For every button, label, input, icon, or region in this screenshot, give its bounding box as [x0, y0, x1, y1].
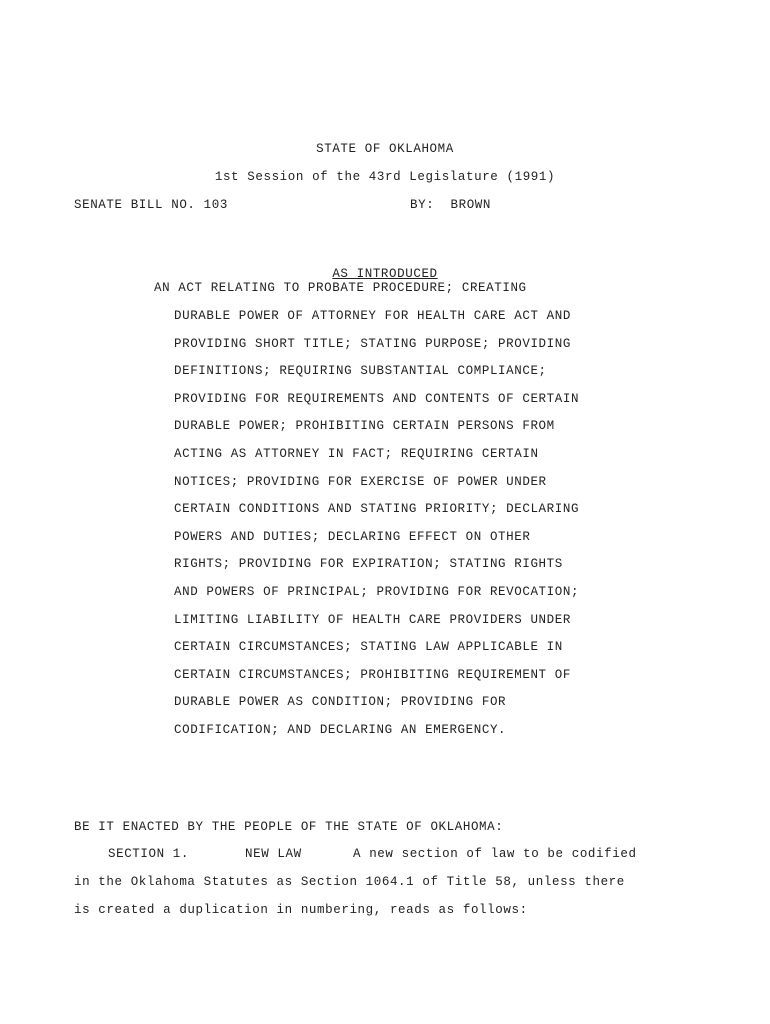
title-line: DURABLE POWER; PROHIBITING CERTAIN PERSONS FROM — [174, 419, 555, 433]
title-line: CERTAIN CIRCUMSTANCES; STATING LAW APPLICABLE IN — [174, 640, 563, 654]
title-line: RIGHTS; PROVIDING FOR EXPIRATION; STATING RIGHTS — [174, 557, 563, 571]
bill-number: SENATE BILL NO. 103 — [74, 198, 228, 212]
state-heading: STATE OF OKLAHOMA — [316, 142, 454, 156]
title-line: NOTICES; PROVIDING FOR EXERCISE OF POWER UNDER — [174, 475, 547, 489]
title-line: DURABLE POWER OF ATTORNEY FOR HEALTH CARE ACT AND — [174, 309, 571, 323]
session-heading: 1st Session of the 43rd Legislature (1991) — [214, 170, 556, 184]
title-line: POWERS AND DUTIES; DECLARING EFFECT ON OTHER — [174, 530, 531, 544]
section-tag: NEW LAW — [245, 847, 302, 861]
section-lead-text: A new section of law to be codified — [353, 847, 637, 861]
title-line: ACTING AS ATTORNEY IN FACT; REQUIRING CERTAIN — [174, 447, 539, 461]
title-line: CERTAIN CIRCUMSTANCES; PROHIBITING REQUIREMENT OF — [174, 668, 571, 682]
title-line: PROVIDING SHORT TITLE; STATING PURPOSE; PROVIDING — [174, 337, 571, 351]
bill-author: BY: BROWN — [410, 198, 492, 212]
title-line: CODIFICATION; AND DECLARING AN EMERGENCY. — [174, 723, 507, 737]
title-line: LIMITING LIABILITY OF HEALTH CARE PROVIDERS UNDER — [174, 613, 571, 627]
title-line: AND POWERS OF PRINCIPAL; PROVIDING FOR REVOCATION; — [174, 585, 580, 599]
section-text-line: is created a duplication in numbering, reads as follows: — [74, 903, 528, 917]
title-line: DEFINITIONS; REQUIRING SUBSTANTIAL COMPLIANCE; — [174, 364, 547, 378]
bill-status: AS INTRODUCED — [332, 267, 438, 281]
title-line: PROVIDING FOR REQUIREMENTS AND CONTENTS OF CERTAIN — [174, 392, 580, 406]
enacting-clause: BE IT ENACTED BY THE PEOPLE OF THE STATE OF OKLAHOMA: — [74, 820, 504, 834]
title-first-line: AN ACT RELATING TO PROBATE PROCEDURE; CREATING — [154, 281, 527, 295]
section-text-line: in the Oklahoma Statutes as Section 1064.1 of Title 58, unless there — [74, 875, 625, 889]
title-line: DURABLE POWER AS CONDITION; PROVIDING FOR — [174, 695, 507, 709]
section-label: SECTION 1. — [108, 847, 190, 861]
title-line: CERTAIN CONDITIONS AND STATING PRIORITY; DECLARING — [174, 502, 580, 516]
